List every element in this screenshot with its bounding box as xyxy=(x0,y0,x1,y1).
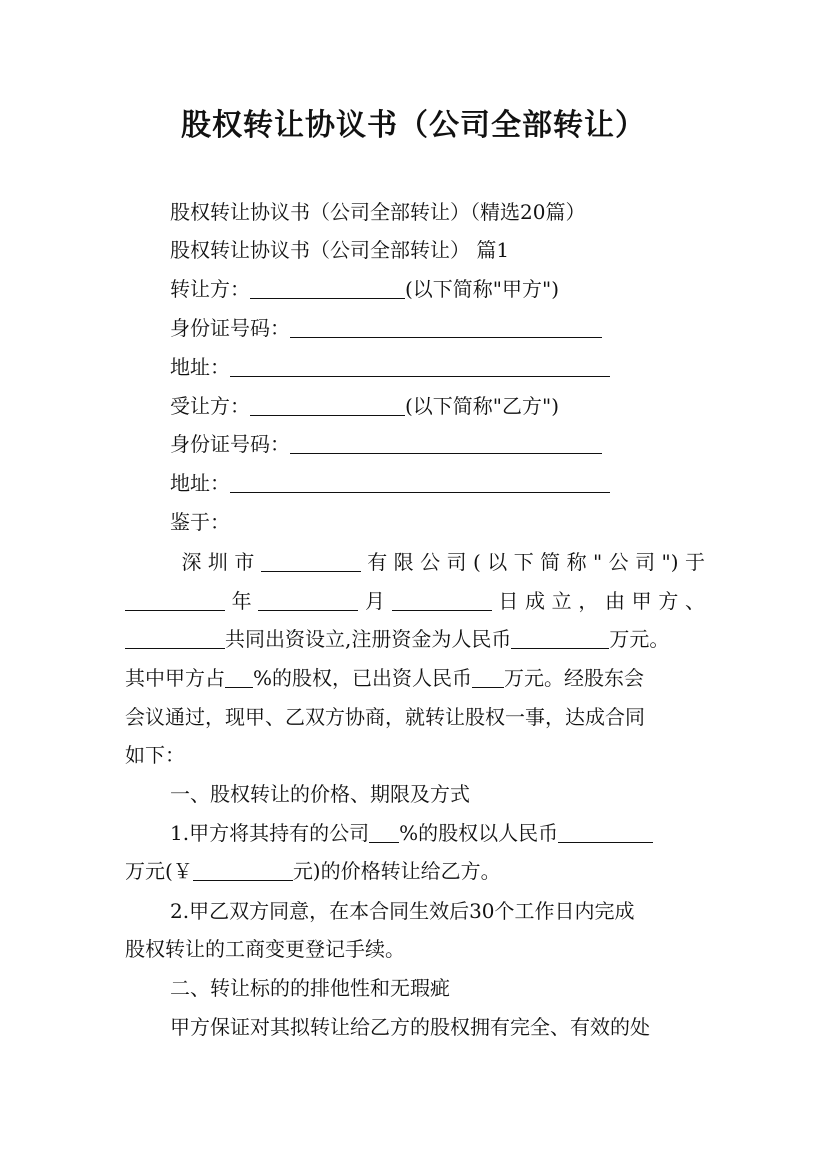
para1-text: 月 xyxy=(358,589,392,613)
clause1-line xyxy=(125,852,705,890)
transferor-label: 转让方： xyxy=(170,277,250,301)
address-label: 地址： xyxy=(170,355,230,379)
fill-blank xyxy=(225,665,253,688)
para1-text: 有限公司(以下简称"公司")于 xyxy=(360,550,705,574)
address-blank xyxy=(230,354,610,377)
document-title: 股权转让协议书（公司全部转让） xyxy=(181,108,646,143)
id-label: 身份证号码： xyxy=(170,316,290,340)
para1-text: 其中甲方占 xyxy=(125,666,225,690)
transferor-address-line xyxy=(170,348,750,386)
fill-blank xyxy=(472,665,504,688)
clause2-line: 2.甲乙双方同意，在本合同生效后30个工作日内完成 xyxy=(170,899,635,923)
address-label: 地址： xyxy=(170,471,230,495)
para1-text: 万元。 xyxy=(609,627,670,651)
section-heading: 股权转让协议书（公司全部转让） 篇1 xyxy=(170,238,510,262)
fill-blank xyxy=(558,820,653,843)
transferee-line xyxy=(170,387,750,425)
clause1-text: %的股权以人民币 xyxy=(399,821,559,845)
transferor-id-line xyxy=(170,309,750,347)
clause1-text: 元)的价格转让给乙方。 xyxy=(292,859,501,883)
para1-text: %的股权，已出资人民币 xyxy=(253,666,473,690)
para1-line: 会议通过，现甲、乙双方协商，就转让股权一事，达成合同 xyxy=(125,705,645,729)
address-blank xyxy=(230,470,610,493)
transferor-blank xyxy=(250,276,405,299)
section1-heading: 一、股权转让的价格、期限及方式 xyxy=(170,782,470,806)
section2-heading: 二、转让标的的排他性和无瑕疵 xyxy=(170,976,450,1000)
transferee-id-line xyxy=(170,425,750,463)
transferor-line xyxy=(170,270,750,308)
whereas-label: 鉴于： xyxy=(170,510,230,534)
para1-text: 万元。经股东会 xyxy=(504,666,645,690)
transferee-address-line xyxy=(170,464,750,502)
transferor-suffix: (以下简称"甲方") xyxy=(405,277,560,301)
para1-line xyxy=(125,659,705,697)
fill-blank xyxy=(392,588,492,611)
clause1-text: 1.甲方将其持有的公司 xyxy=(170,821,370,845)
fill-blank xyxy=(125,626,225,649)
para1-text: 共同出资设立,注册资金为人民币 xyxy=(225,627,512,651)
id-label: 身份证号码： xyxy=(170,432,290,456)
id-blank xyxy=(290,431,602,454)
transferee-blank xyxy=(250,393,405,416)
transferee-suffix: (以下简称"乙方") xyxy=(405,394,560,418)
para1-line xyxy=(125,543,705,581)
para1-text: 深圳市 xyxy=(175,550,261,574)
clause1-text: 万元(￥ xyxy=(125,859,193,883)
para1-line xyxy=(125,620,705,658)
fill-blank xyxy=(258,588,358,611)
fill-blank xyxy=(511,626,609,649)
clause2-line: 股权转让的工商变更登记手续。 xyxy=(125,937,405,961)
id-blank xyxy=(290,315,602,338)
para1-text: 日成立，由甲方、 xyxy=(491,589,706,613)
fill-blank xyxy=(125,588,225,611)
para1-line xyxy=(125,582,705,620)
para1-line: 如下： xyxy=(125,743,185,767)
para1-text: 年 xyxy=(225,589,259,613)
fill-blank xyxy=(193,858,293,881)
transferee-label: 受让方： xyxy=(170,394,250,418)
subtitle: 股权转让协议书（公司全部转让）（精选20篇） xyxy=(170,200,586,224)
fill-blank xyxy=(261,549,361,572)
section2-line: 甲方保证对其拟转让给乙方的股权拥有完全、有效的处 xyxy=(170,1015,650,1039)
fill-blank xyxy=(369,820,399,843)
clause1-line xyxy=(170,814,750,852)
